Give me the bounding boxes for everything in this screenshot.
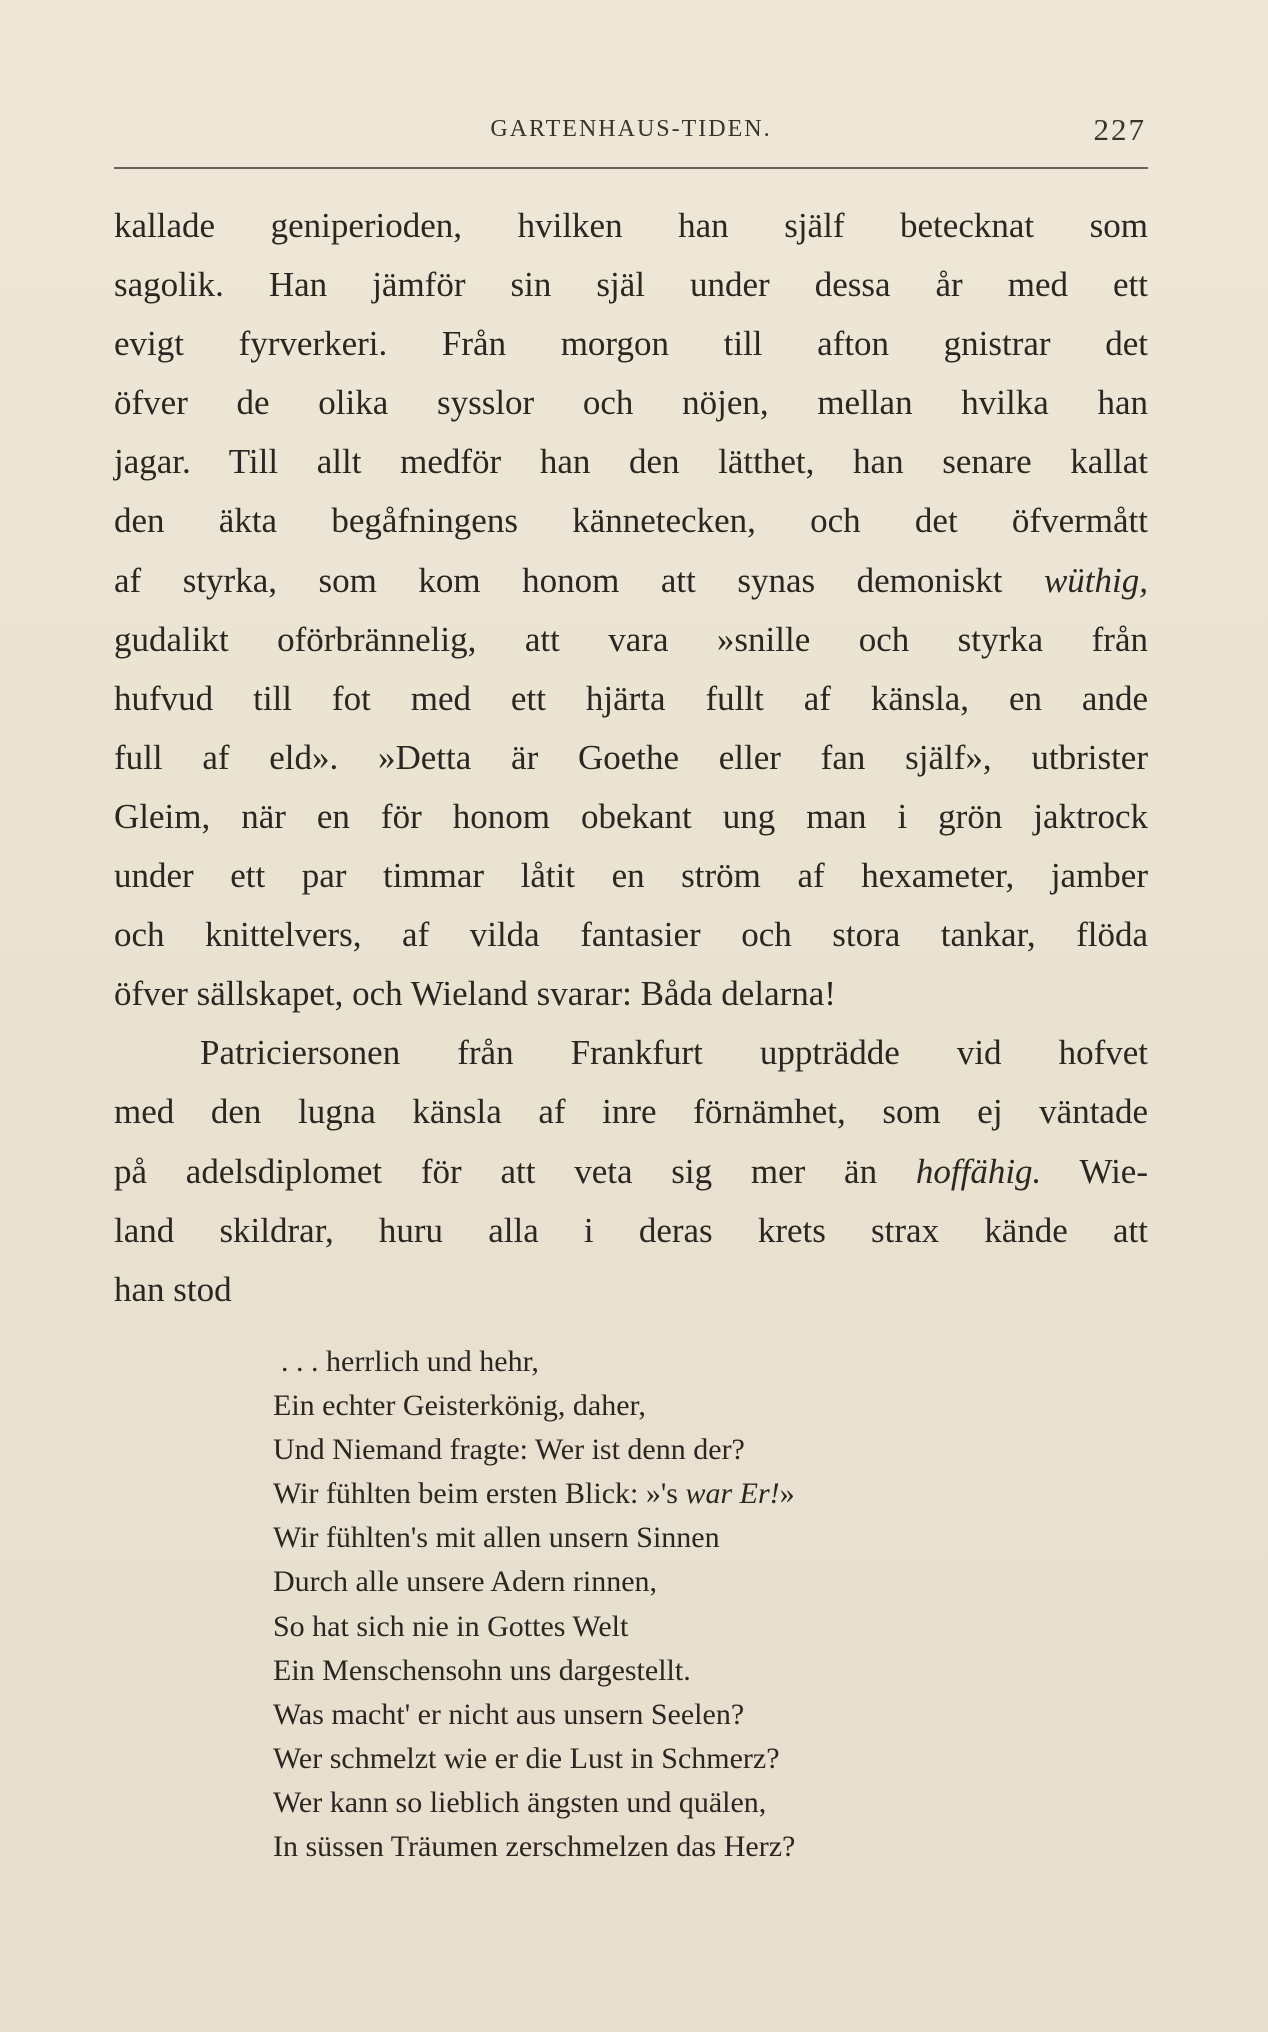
poem-line: In süssen Träumen zerschmelzen das Herz?	[273, 1830, 796, 1864]
text-line: full af eld». »Detta är Goethe eller fan själf», utbrister	[114, 737, 1148, 777]
text-line	[114, 551, 1148, 610]
text-line: han stod	[114, 1269, 232, 1309]
header-rule	[114, 167, 1148, 169]
body-text	[114, 196, 1148, 1319]
page-number: 227	[1093, 112, 1146, 147]
text-line: öfver de olika sysslor och nöjen, mellan hvilka han	[114, 383, 1148, 423]
poem-line: So hat sich nie in Gottes Welt	[273, 1609, 629, 1643]
poem-line: Was macht' er nicht aus unsern Seelen?	[273, 1697, 745, 1731]
text-segment: Wir fühlten beim ersten Blick: »'s	[273, 1477, 678, 1511]
text-line: land skildrar, huru alla i deras krets strax kände att	[114, 1210, 1148, 1250]
poem-line: Durch alle unsere Adern rinnen,	[273, 1565, 658, 1599]
poem-line: Wir fühlten's mit allen unsern Sinnen	[273, 1521, 720, 1555]
poem-line: . . . herrlich und hehr,	[281, 1345, 539, 1378]
text-line: jagar. Till allt medför han den lätthet, han senare kallat	[114, 442, 1148, 482]
poem-line: Ein echter Geisterkönig, daher,	[273, 1389, 646, 1423]
text-segment: på adelsdiplomet för att veta sig mer än	[114, 1151, 878, 1191]
text-line: gudalikt oförbrännelig, att vara »snille och styrka från	[114, 619, 1148, 659]
poem-line: Wer schmelzt wie er die Lust in Schmerz?	[273, 1741, 780, 1775]
text-line: med den lugna känsla af inre förnämhet, som ej väntade	[114, 1092, 1148, 1132]
text-line: den äkta begåfningens kännetecken, och det öfvermått	[114, 501, 1148, 541]
text-segment: Wie-	[1079, 1151, 1149, 1191]
italic-word: wüthig,	[1043, 560, 1148, 600]
text-segment: af styrka, som kom honom att synas demoniskt	[114, 560, 1003, 600]
text-line: hufvud till fot med ett hjärta fullt af känsla, en ande	[114, 678, 1148, 718]
text-line: kallade geniperioden, hvilken han själf betecknat som	[114, 206, 1148, 245]
text-segment: »	[779, 1477, 795, 1511]
text-line: sagolik. Han jämför sin själ under dessa år med ett	[114, 265, 1148, 305]
text-line: evigt fyrverkeri. Från morgon till afton gnistrar det	[114, 324, 1148, 364]
poem-block	[273, 1340, 1033, 1869]
running-title: GARTENHAUS-TIDEN.	[490, 116, 772, 142]
italic-phrase: war Er!	[685, 1477, 780, 1511]
page-header	[114, 112, 1148, 152]
text-line: öfver sällskapet, och Wieland svarar: Båda delarna!	[114, 974, 836, 1014]
poem-line: Und Niemand fragte: Wer ist denn der?	[273, 1433, 745, 1467]
italic-word: hoffähig.	[915, 1151, 1042, 1191]
text-line: och knittelvers, af vilda fantasier och stora tankar, flöda	[114, 915, 1148, 955]
poem-line: Ein Menschensohn uns dargestellt.	[273, 1653, 691, 1687]
poem-line: Wer kann so lieblich ängsten und quälen,	[273, 1785, 767, 1819]
text-line	[114, 1142, 1148, 1201]
poem-line	[273, 1472, 1033, 1516]
paragraph-start-line: Patriciersonen från Frankfurt uppträdde vid hofvet	[200, 1033, 1148, 1073]
text-line: under ett par timmar låtit en ström af hexameter, jamber	[114, 856, 1148, 896]
text-line: Gleim, när en för honom obekant ung man i grön jaktrock	[114, 796, 1148, 836]
